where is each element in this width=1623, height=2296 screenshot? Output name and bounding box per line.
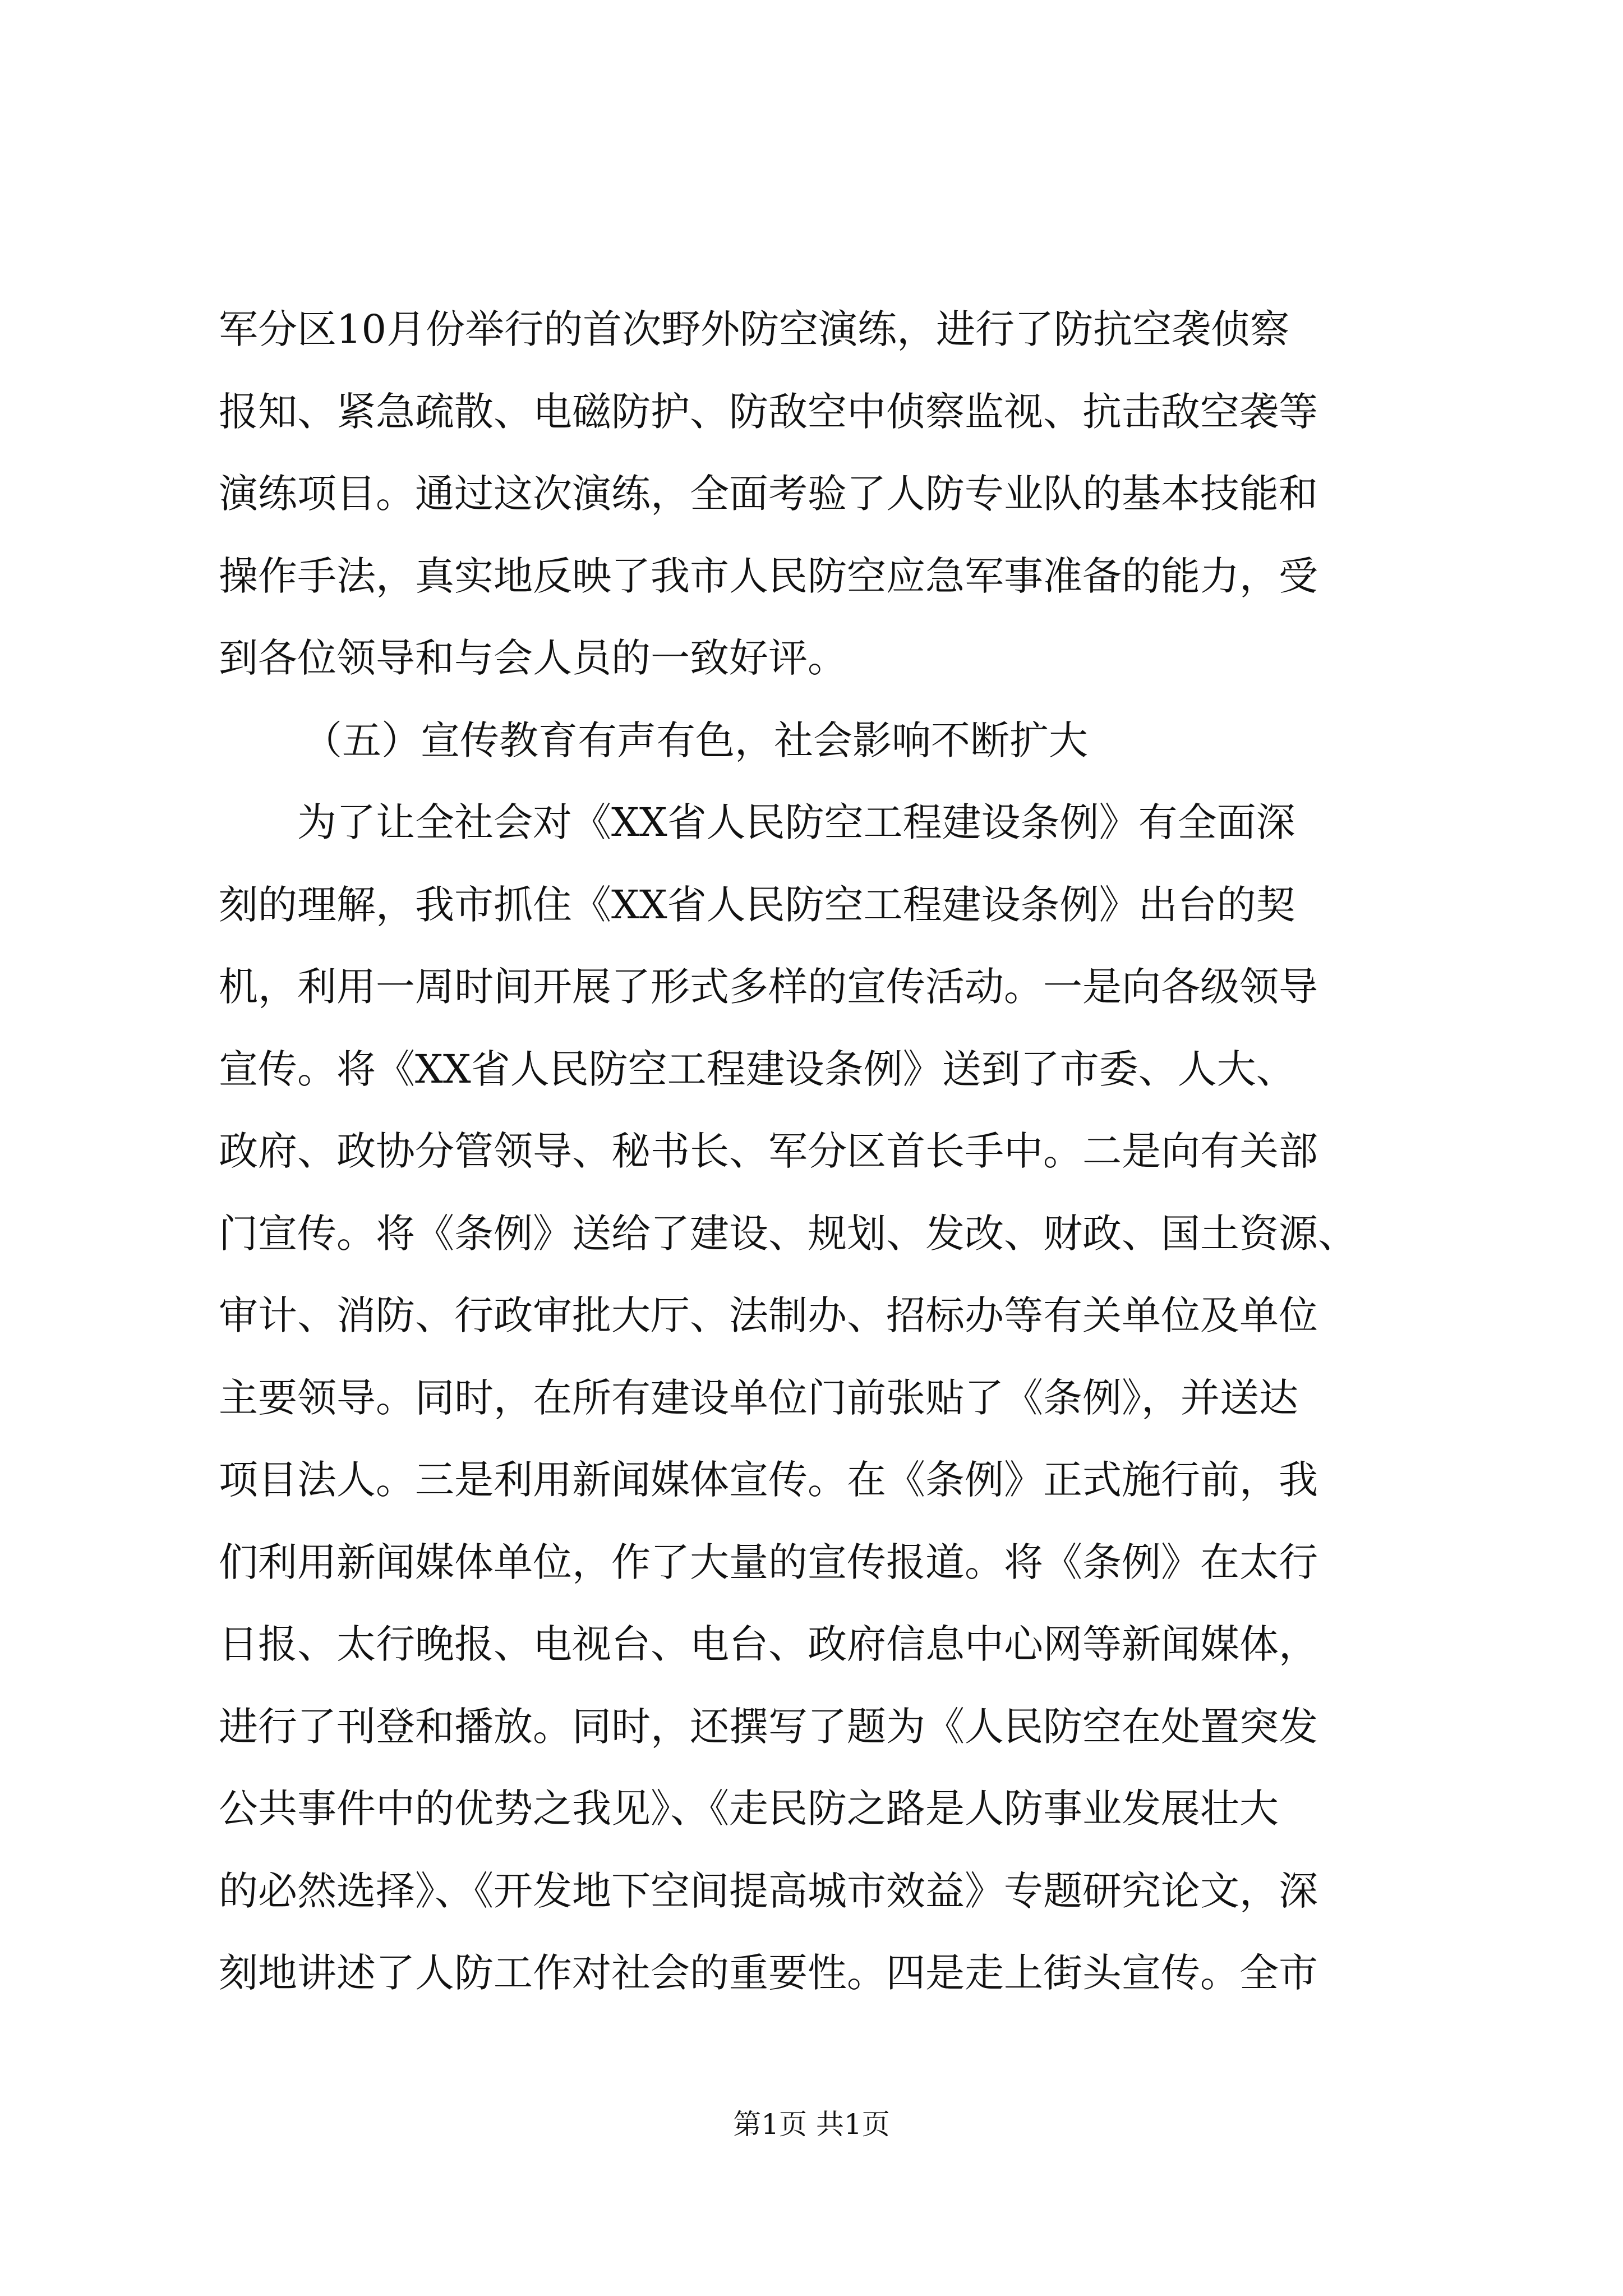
text-line: 刻地讲述了人防工作对社会的重要性。四是走上街头宣传。全市	[219, 1950, 1318, 1996]
text-line: 们利用新闻媒体单位，作了大量的宣传报道。将《条例》在太行	[219, 1539, 1318, 1585]
text-line: 进行了刊登和播放。同时，还撰写了题为《人民防空在处置突发	[219, 1703, 1318, 1750]
text-line: 军分区10月份举行的首次野外防空演练，进行了防抗空袭侦察	[219, 306, 1290, 352]
text-line: 演练项目。通过这次演练，全面考验了人防专业队的基本技能和	[219, 471, 1318, 517]
text-line: 审计、消防、行政审批大厅、法制办、招标办等有关单位及单位	[219, 1292, 1318, 1338]
text-line: 门宣传。将《条例》送给了建设、规划、发改、财政、国土资源、	[219, 1210, 1357, 1257]
text-line: 到各位领导和与会人员的一致好评。	[219, 635, 847, 681]
page-number-footer: 第1页 共1页	[733, 2108, 890, 2141]
text-line: 操作手法，真实地反映了我市人民防空应急军事准备的能力，受	[219, 553, 1318, 599]
text-line: 项目法人。三是利用新闻媒体宣传。在《条例》正式施行前，我	[219, 1457, 1318, 1503]
text-line: 机，利用一周时间开展了形式多样的宣传活动。一是向各级领导	[219, 964, 1318, 1010]
text-line: 日报、太行晚报、电视台、电台、政府信息中心网等新闻媒体，	[219, 1621, 1318, 1667]
section-heading: （五）宣传教育有声有色，社会影响不断扩大	[303, 717, 1088, 763]
text-line: 政府、政协分管领导、秘书长、军分区首长手中。二是向有关部	[219, 1128, 1318, 1174]
text-line: 的必然选择》、《开发地下空间提高城市效益》专题研究论文，深	[219, 1867, 1318, 1914]
text-line: 主要领导。同时，在所有建设单位门前张贴了《条例》，并送达	[219, 1374, 1298, 1421]
text-line: 报知、紧急疏散、电磁防护、防敌空中侦察监视、抗击敌空袭等	[219, 388, 1318, 435]
text-line: 公共事件中的优势之我见》、《走民防之路是人防事业发展壮大	[219, 1786, 1279, 1832]
text-line: 宣传。将《XX省人民防空工程建设条例》送到了市委、人大、	[219, 1046, 1295, 1092]
document-body	[219, 288, 1396, 2014]
text-line: 刻的理解，我市抓住《XX省人民防空工程建设条例》出台的契	[219, 881, 1295, 928]
paragraph-first-line: 为了让全社会对《XX省人民防空工程建设条例》有全面深	[297, 799, 1295, 845]
